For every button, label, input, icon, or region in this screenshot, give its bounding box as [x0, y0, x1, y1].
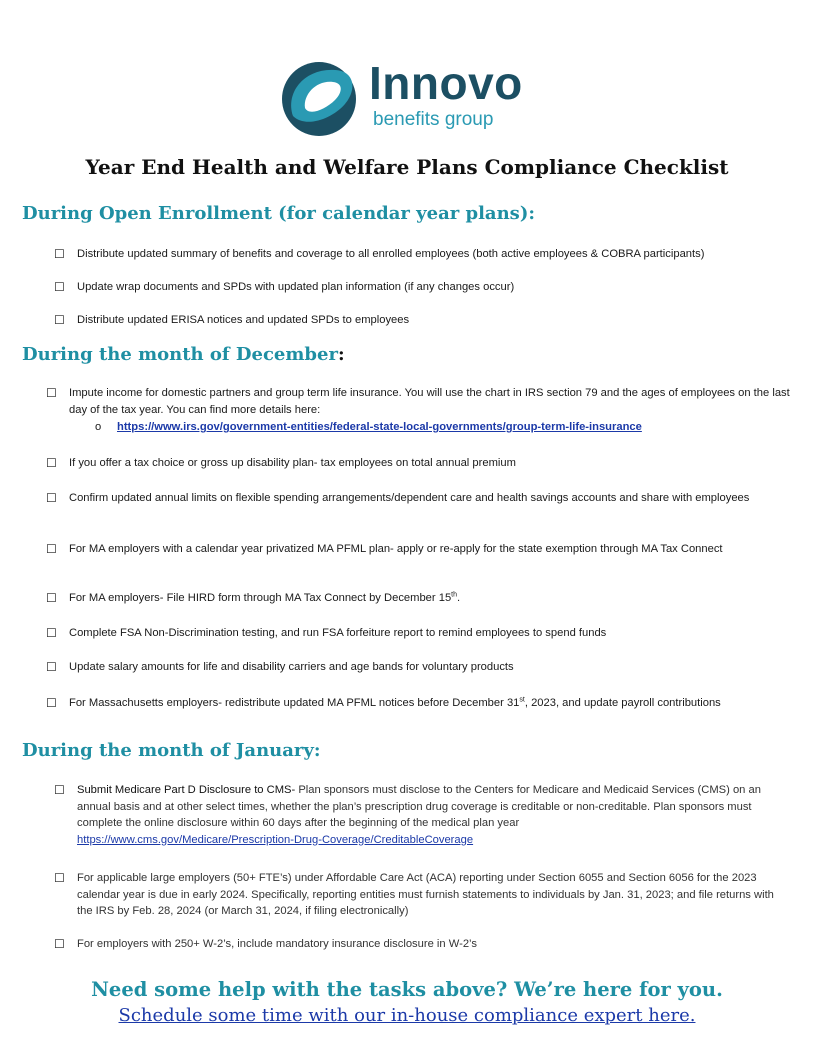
- item-text: For MA employers with a calendar year privatized MA PFML plan- apply or re-apply for the state exemption through MA Tax Connect: [69, 543, 723, 555]
- company-logo: [279, 58, 539, 142]
- cta-headline: Need some help with the tasks above? We’re here for you.: [91, 978, 723, 1001]
- section-heading-january: During the month of January:: [22, 740, 321, 761]
- checkbox-icon[interactable]: ☐: [54, 280, 65, 294]
- checkbox-icon[interactable]: ☐: [46, 491, 57, 505]
- checkbox-icon[interactable]: ☐: [54, 247, 65, 261]
- cms-link[interactable]: https://www.cms.gov/Medicare/Prescription-Drug-Coverage/CreditableCoverage: [77, 833, 474, 846]
- item-text: For MA employers- File HIRD form through MA Tax Connect by December 15th.: [69, 591, 461, 604]
- item-text: Complete FSA Non-Discrimination testing, and run FSA forfeiture report to remind employees to spend funds: [69, 627, 607, 639]
- logo-mark-icon: [279, 58, 363, 142]
- checkbox-icon[interactable]: ☐: [46, 626, 57, 640]
- item-text: For Massachusetts employers- redistribute updated MA PFML notices before December 31st, 2023, and update payroll contributions: [69, 696, 721, 709]
- checkbox-icon[interactable]: ☐: [46, 542, 57, 556]
- schedule-link[interactable]: Schedule some time with our in-house compliance expert here.: [118, 1005, 696, 1026]
- heading-text: During the month of December: [22, 344, 338, 365]
- sub-bullet: [95, 419, 642, 435]
- item-text: Submit Medicare Part D Disclosure to CMS- Plan sponsors must disclose to the Centers for Medicare and Medicaid Services (CMS) on an annual basis and at other select times, whether the plan’s prescription drug coverage is creditable or non-creditable. Plan sponsors must complete the online disclosure within 60 days after the beginning of the medical plan year https://www.cms.gov/Medicare/Prescription-Drug-Coverage/CreditableCoverage: [77, 784, 761, 846]
- checklist-item[interactable]: [46, 659, 791, 676]
- checklist-item[interactable]: [46, 490, 791, 507]
- logo-wordmark: Innovo: [369, 57, 523, 109]
- item-text: For applicable large employers (50+ FTE’s) under Affordable Care Act (ACA) reporting under Section 6055 and Section 6056 for the 2023 calendar year is due in early 2024. Specifically, reporting entities must furnish statements to individuals by Jan. 31, 2023; and file returns with the IRS by Feb. 28, 2024 (or March 31, 2024, if filing electronically): [77, 872, 774, 917]
- checkbox-icon[interactable]: ☐: [46, 591, 57, 605]
- bullet-circle-icon: o: [95, 421, 102, 433]
- checkbox-icon[interactable]: ☐: [54, 783, 65, 797]
- section-heading-december: [22, 344, 345, 365]
- document-title: Year End Health and Welfare Plans Compliance Checklist: [85, 155, 729, 179]
- irs-link[interactable]: https://www.irs.gov/government-entities/federal-state-local-governments/group-term-life-insurance: [117, 421, 642, 433]
- checkbox-icon[interactable]: ☐: [46, 696, 57, 710]
- heading-colon: :: [337, 344, 345, 365]
- checklist-item[interactable]: [54, 246, 789, 263]
- checkbox-icon[interactable]: ☐: [54, 313, 65, 327]
- item-text: Update salary amounts for life and disability carriers and age bands for voluntary products: [69, 661, 514, 673]
- logo-tagline: benefits group: [373, 109, 494, 130]
- checklist-item[interactable]: [54, 782, 789, 848]
- section-heading-open-enrollment: During Open Enrollment (for calendar year plans):: [22, 203, 535, 224]
- checklist-item[interactable]: [54, 936, 789, 953]
- checklist-item[interactable]: [46, 590, 791, 607]
- checkbox-icon[interactable]: ☐: [46, 456, 57, 470]
- checklist-item[interactable]: [54, 312, 789, 329]
- checkbox-icon[interactable]: ☐: [54, 871, 65, 885]
- checkbox-icon[interactable]: ☐: [54, 937, 65, 951]
- item-text: For employers with 250+ W-2’s, include mandatory insurance disclosure in W-2’s: [77, 938, 477, 950]
- checkbox-icon[interactable]: ☐: [46, 386, 57, 400]
- item-text: Impute income for domestic partners and group term life insurance. You will use the chart in IRS section 79 and the ages of employees on the last day of the tax year. You can find more details here:: [69, 387, 790, 416]
- checklist-item[interactable]: [54, 870, 789, 920]
- checklist-item[interactable]: [54, 279, 789, 296]
- checklist-item[interactable]: [46, 695, 791, 712]
- item-text: Distribute updated summary of benefits and coverage to all enrolled employees (both active employees & COBRA participants): [77, 248, 705, 260]
- checklist-item[interactable]: [46, 625, 791, 642]
- item-text: Update wrap documents and SPDs with updated plan information (if any changes occur): [77, 281, 515, 293]
- item-text: If you offer a tax choice or gross up disability plan- tax employees on total annual premium: [69, 457, 516, 469]
- item-text: Confirm updated annual limits on flexible spending arrangements/dependent care and health savings accounts and share with employees: [69, 492, 750, 504]
- checklist-item[interactable]: [46, 541, 791, 558]
- checklist-item[interactable]: [46, 385, 791, 418]
- item-text: Distribute updated ERISA notices and updated SPDs to employees: [77, 314, 410, 326]
- checkbox-icon[interactable]: ☐: [46, 660, 57, 674]
- checklist-item[interactable]: [46, 455, 791, 472]
